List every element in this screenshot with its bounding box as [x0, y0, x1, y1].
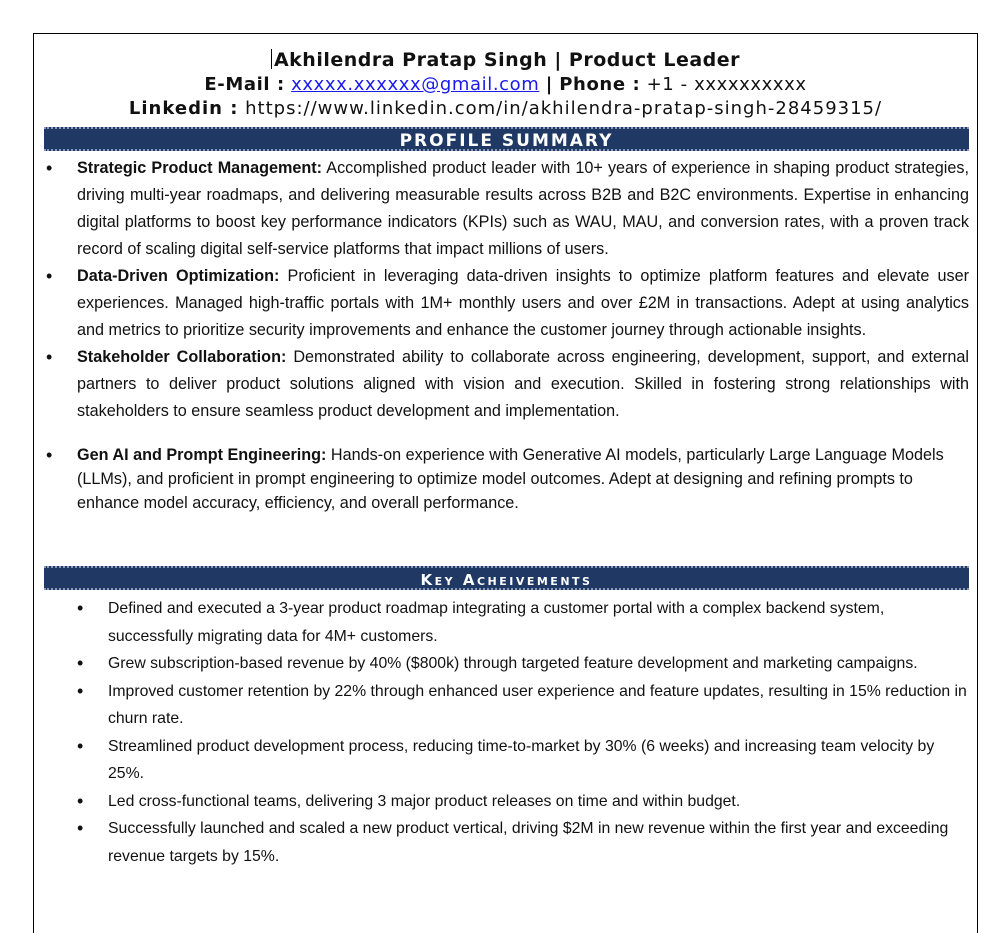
linkedin-url[interactable]: https://www.linkedin.com/in/akhilendra-pratap-singh-28459315/ [245, 98, 883, 119]
phone-label: Phone : [559, 74, 641, 95]
list-item: • Grew subscription-based revenue by 40% ($800k) through targeted feature development and marketing campaigns. [44, 650, 969, 678]
list-item [44, 155, 969, 263]
item-text: Proficient in leveraging data-driven insights to optimize platform features and elevate user experiences. Managed high-traffic portals with 1M+ monthly users and over £2M in transactions. Adept at using analytics and metrics to prioritize security improvements and enhance the customer journey through actionable insights. [77, 267, 970, 339]
item-text: Hands-on experience with Generative AI models, particularly Large Language Models (LLMs), and proficient in prompt engineering to optimize model outcomes. Adept at designing and refining prompts to enhance model accuracy, efficiency, and overall performance. [77, 446, 944, 512]
email-link[interactable]: xxxxx.xxxxxx@gmail.com [291, 74, 540, 95]
text-cursor [271, 49, 272, 69]
list-item [44, 344, 969, 425]
phone-value: +1 - xxxxxxxxxx [646, 74, 807, 95]
profile-summary-heading: PROFILE SUMMARY [44, 127, 969, 151]
profile-summary-list [44, 155, 969, 515]
list-item: • Streamlined product development process, reducing time-to-market by 30% (6 weeks) and increasing team velocity by 25%. [44, 733, 969, 788]
contact-line [34, 73, 977, 97]
list-item: • Led cross-functional teams, delivering 3 major product releases on time and within budget. [44, 788, 969, 816]
list-item: • Successfully launched and scaled a new product vertical, driving $2M in new revenue within the first year and exceeding revenue targets by 15%. [44, 815, 969, 870]
item-title: Data-Driven Optimization: [77, 267, 280, 285]
name-title-line [34, 47, 977, 73]
key-achievements-heading: Key Acheivements [44, 566, 969, 590]
list-item [44, 263, 969, 344]
item-title: Gen AI and Prompt Engineering: [77, 446, 327, 464]
contact-separator: | [545, 74, 553, 95]
item-text: Demonstrated ability to collaborate across engineering, development, support, and external partners to deliver product solutions aligned with vision and execution. Skilled in fostering strong relationships with stakeholders to ensure seamless product development and implementation. [77, 348, 969, 420]
list-item [44, 443, 969, 515]
resume-header [34, 47, 977, 121]
email-label: E-Mail : [204, 74, 285, 95]
item-title: Stakeholder Collaboration: [77, 348, 287, 366]
key-achievements-list [44, 595, 969, 870]
linkedin-line [34, 97, 977, 121]
list-item: • Defined and executed a 3-year product roadmap integrating a customer portal with a complex backend system, successfully migrating data for 4M+ customers. [44, 595, 969, 650]
resume-page [33, 33, 978, 933]
name-title: Akhilendra Pratap Singh | Product Leader [273, 49, 741, 71]
linkedin-label: Linkedin : [128, 98, 239, 119]
item-title: Strategic Product Management: [77, 159, 323, 177]
item-text: Accomplished product leader with 10+ years of experience in shaping product strategies, driving multi-year roadmaps, and delivering measurable results across B2B and B2C environments. Expertise in enhancing digital platforms to boost key performance indicators (KPIs) such as WAU, MAU, and conversion rates, with a proven track record of scaling digital self-service platforms that impact millions of users. [77, 159, 969, 258]
list-item: • Improved customer retention by 22% through enhanced user experience and feature updates, resulting in 15% reduction in churn rate. [44, 678, 969, 733]
